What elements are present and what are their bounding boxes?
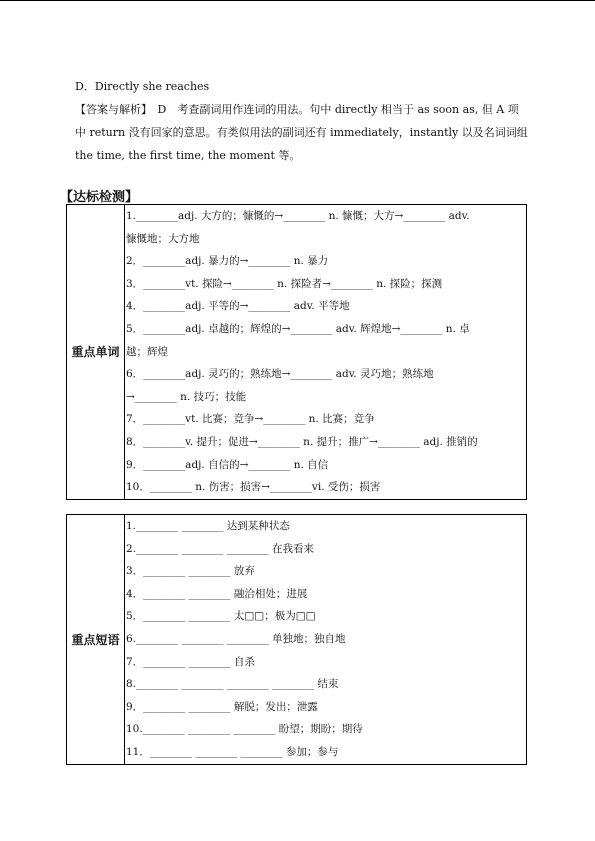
phrase-row: 8.________ ________ ________ ________ 结束 bbox=[126, 678, 339, 691]
phrases-label: 重点短语 bbox=[67, 515, 125, 765]
option-d-text: D．Directly she reaches bbox=[75, 80, 210, 93]
phrase-row: 3．________ ________ 放弃 bbox=[126, 565, 255, 578]
vocabulary-label: 重点单词 bbox=[67, 205, 125, 500]
answer-explanation-line-2: 中 return 没有回家的意思。有类似用法的副词还有 immediately，instantly 以及名词词组 bbox=[75, 126, 528, 139]
page-top-rule bbox=[0, 0, 595, 1]
vocabulary-table bbox=[66, 204, 527, 500]
phrase-row: 6.________ ________ ________ 单独地；独自地 bbox=[126, 632, 346, 645]
phrase-row: 9．________ ________ 解脱；发出；泄露 bbox=[126, 700, 318, 713]
vocab-row: 8．________v. 提升；促进→________ n. 提升；推广→________ adj. 推销的 bbox=[126, 435, 478, 448]
phrase-row: 2.________ ________ ________ 在我看来 bbox=[126, 542, 315, 555]
vocab-row: 越；辉煌 bbox=[126, 345, 168, 358]
vocab-row: 9．________adj. 自信的→________ n. 自信 bbox=[126, 458, 329, 471]
phrases-content bbox=[125, 515, 527, 765]
phrase-row: 1.________ ________ 达到某种状态 bbox=[126, 520, 290, 532]
phrase-row: 5．________ ________ 太□□；极为□□ bbox=[126, 610, 316, 623]
vocab-row: 3．________vt. 探险→________ n. 探险者→________ n. 探险；探测 bbox=[126, 277, 443, 290]
phrase-row: 10.________ ________ ________ 盼望；期盼；期待 bbox=[126, 723, 363, 736]
vocab-row: 2．________adj. 暴力的→________ n. 暴力 bbox=[126, 255, 329, 268]
vocab-row: 1.________adj. 大方的；慷慨的→________ n. 慷慨；大方→________ adv. bbox=[126, 210, 470, 222]
vocab-row: 5．________adj. 卓越的；辉煌的→________ adv. 辉煌地→________ n. 卓 bbox=[126, 322, 470, 335]
vocab-row: 10．________ n. 伤害；损害→________vi. 受伤；损害 bbox=[126, 481, 381, 494]
phrases-table bbox=[66, 514, 527, 765]
vocab-row: 6．________adj. 灵巧的；熟练地→________ adv. 灵巧地；熟练地 bbox=[126, 368, 434, 381]
answer-explanation-line-3: the time, the first time, the moment 等。 bbox=[75, 149, 301, 162]
section-title: 【达标检测】 bbox=[60, 190, 139, 205]
answer-explanation-line-1: 【答案与解析】 D 考查副词用作连词的用法。句中 directly 相当于 as soon as, 但 A 项 bbox=[75, 103, 519, 116]
vocab-row: 4．________adj. 平等的→________ adv. 平等地 bbox=[126, 300, 350, 313]
vocab-row: →________ n. 技巧；技能 bbox=[126, 390, 247, 403]
vocabulary-content bbox=[125, 205, 527, 500]
vocab-row: 慷慨地；大方地 bbox=[126, 232, 200, 245]
phrase-row: 11．________ ________ ________ 参加；参与 bbox=[126, 745, 339, 758]
vocab-row: 7．________vt. 比赛；竞争→________ n. 比赛；竞争 bbox=[126, 413, 375, 426]
phrase-row: 4．________ ________ 融洽相处；进展 bbox=[126, 587, 308, 600]
phrase-row: 7．________ ________ 自杀 bbox=[126, 655, 255, 668]
